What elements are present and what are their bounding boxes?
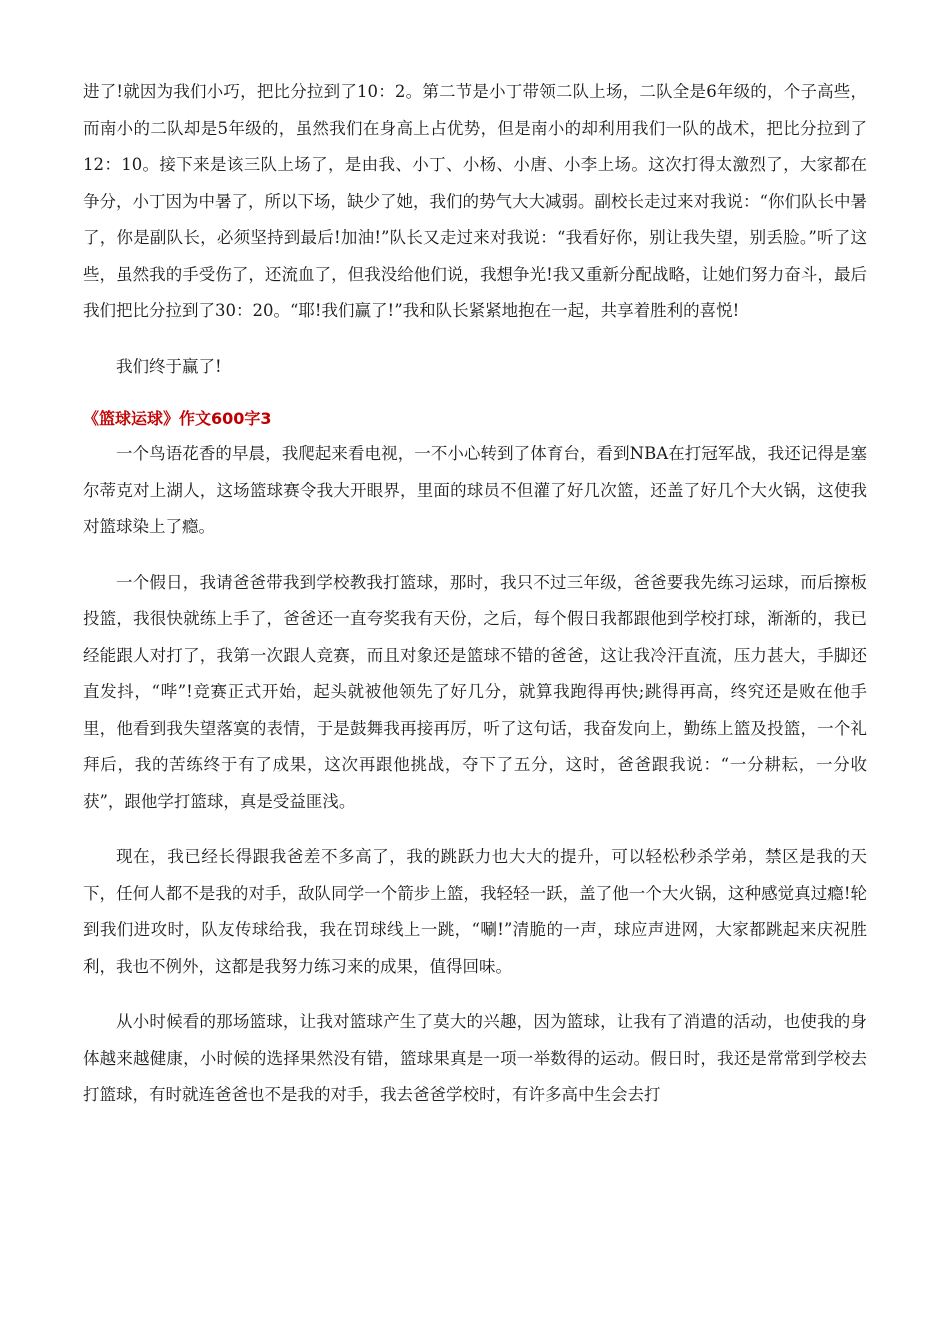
paragraph-interest: 从小时候看的那场篮球，让我对篮球产生了莫大的兴趣，因为篮球，让我有了消遣的活动，也使我的身体越来越健康，小时候的选择果然没有错，篮球果真是一项一举数得的运动。假日时，我还是常常到学校去打篮球，有时就连爸爸也不是我的对手，我去爸爸学校时，有许多高中生会去打	[83, 1012, 867, 1104]
paragraph-continued: 进了!就因为我们小巧，把比分拉到了10：2。第二节是小丁带领二队上场，二队全是6年级的，个子高些，而南小的二队却是5年级的，虽然我们在身高上占优势，但是南小的却利用我们一队的战术，把比分拉到了12：10。接下来是该三队上场了，是由我、小丁、小杨、小唐、小李上场。这次打得太激烈了，大家都在争分，小丁因为中暑了，所以下场，缺少了她，我们的势气大大减弱。副校长走过来对我说：“你们队长中暑了，你是副队长，必须坚持到最后!加油!”队长又走过来对我说：“我看好你，别让我失望，别丢脸。”听了这些，虽然我的手受伤了，还流血了，但我没给他们说，我想争光!我又重新分配战略，让她们努力奋斗，最后我们把比分拉到了30：20。“耶!我们赢了!”我和队长紧紧地抱在一起，共享着胜利的喜悦!	[83, 82, 867, 320]
paragraph-we-won: 我们终于赢了!	[116, 356, 222, 376]
paragraph-now-tall: 现在，我已经长得跟我爸差不多高了，我的跳跃力也大大的提升，可以轻松秒杀学弟，禁区是我的天下，任何人都不是我的对手，敌队同学一个箭步上篮，我轻轻一跃，盖了他一个大火锅，这种感觉真过瘾!轮到我们进攻时，队友传球给我，我在罚球线上一跳，“唰!”清脆的一声，球应声进网，大家都跳起来庆祝胜利，我也不例外，这都是我努力练习来的成果，值得回味。	[83, 847, 867, 976]
paragraph-nba-morning: 一个鸟语花香的早晨，我爬起来看电视，一不小心转到了体育台，看到NBA在打冠军战，我还记得是塞尔蒂克对上湖人，这场篮球赛令我大开眼界，里面的球员不但灌了好几次篮，还盖了好几个大火锅，这使我对篮球染上了瘾。	[83, 444, 867, 536]
document-page	[83, 74, 867, 1133]
paragraph-dad-teaching: 一个假日，我请爸爸带我到学校教我打篮球，那时，我只不过三年级，爸爸要我先练习运球，而后擦板投篮，我很快就练上手了，爸爸还一直夸奖我有天份，之后，每个假日我都跟他到学校打球，渐渐的，我已经能跟人对打了，我第一次跟人竞赛，而且对象还是篮球不错的爸爸，这让我冷汗直流，压力甚大，手脚还直发抖，“哔”!竞赛正式开始，起头就被他领先了好几分，就算我跑得再快;跳得再高，终究还是败在他手里，他看到我失望落寞的表情，于是鼓舞我再接再厉，听了这句话，我奋发向上，勤练上篮及投篮，一个礼拜后，我的苦练终于有了成果，这次再跟他挑战，夺下了五分，这时，爸爸跟我说：“一分耕耘，一分收获”，跟他学打篮球，真是受益匪浅。	[83, 572, 867, 811]
section-title: 《篮球运球》作文600字3	[83, 409, 272, 428]
